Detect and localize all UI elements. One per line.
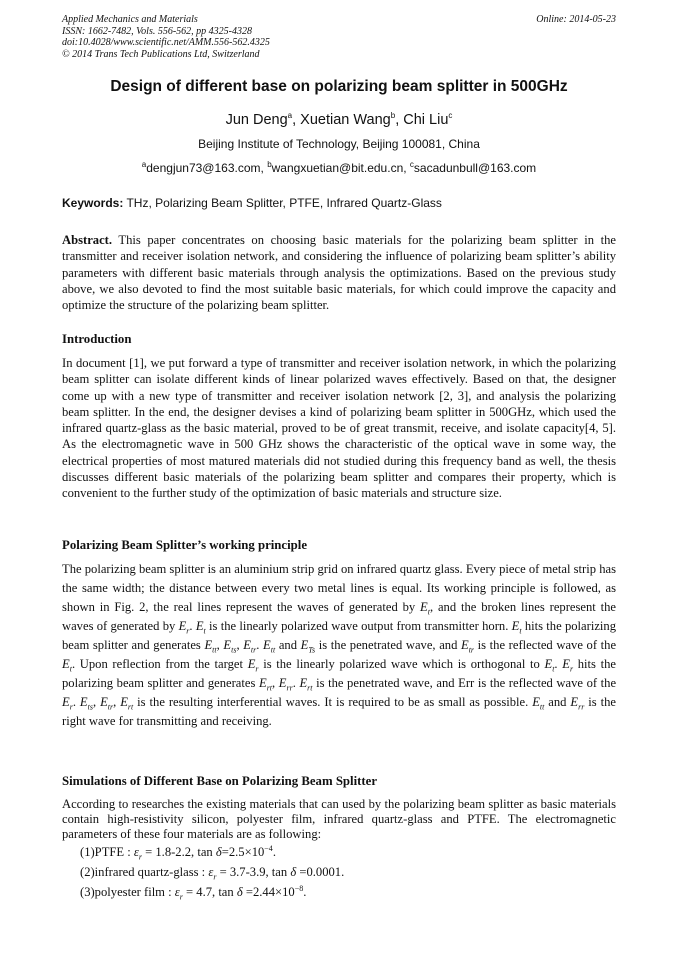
tan-value: =2.5×10 [221,845,265,859]
materials-list [80,842,344,902]
simulations-paragraph: According to researches the existing materials that can used by the polarizing beam splitter as basic materials contain high-resistivity silicon, polyester film, infrared quartz-glass and PTFE. The electromagnetic parameters of these four materials are as following: [62,797,616,841]
sym-letter: E [178,619,187,633]
keywords [62,196,442,210]
text-run: is the penetrated wave, and Err is the reflected wave of the [312,676,617,690]
text-run: , [272,676,279,690]
math-symbol [532,695,545,712]
text-run: is the resulting interferential waves. It is required to be as small as possible. [133,695,533,709]
math-symbol [243,638,257,655]
math-symbol [562,657,574,674]
text-run: and [544,695,571,709]
abstract-label: Abstract. [62,233,113,247]
sym-letter: E [62,695,70,709]
list-end: . [303,885,307,899]
delta-symbol: δ [215,845,222,859]
simulations-heading: Simulations of Different Base on Polarizing Beam Splitter [62,774,378,788]
sym-letter: E [223,638,232,652]
text-run: and [275,638,301,652]
material-name: (1)PTFE : [80,845,134,859]
sym-letter: E [420,600,428,614]
epsilon-symbol [174,885,183,902]
material-name: (3)polyester film : [80,885,175,899]
journal-name: Applied Mechanics and Materials [62,14,198,25]
keywords-text: THz, Polarizing Beam Splitter, PTFE, Infrared Quartz-Glass [123,196,442,210]
sym-sub: r [69,702,73,712]
math-symbol [100,695,114,712]
intro-heading: Introduction [62,332,132,346]
sym-sub: tr [468,645,475,655]
running-header [62,14,616,60]
text-run: The polarizing beam splitter is an aluminium strip grid on infrared quartz glass. Every piece of metal strip has the same width; the distance between every two metal lines is equal. Its working principle is followed, as shown in Fig. 2, the real lines represent the waves of generated by [62,562,616,614]
sym-letter: E [562,657,570,671]
math-symbol [420,600,430,617]
sym-letter: E [511,619,520,633]
math-symbol [178,619,190,636]
author-name: , Xuetian Wang [292,112,391,128]
email-mark: a [141,160,147,169]
sym-sub: Ts [308,645,316,655]
epsilon-value: = 3.7-3.9, tan [216,865,288,879]
text-run: hits the polarizing beam splitter and generates [62,619,616,652]
sym-letter: E [258,676,267,690]
sym-sub: r [569,664,574,674]
math-symbol [223,638,237,655]
intro-paragraph: In document [1], we put forward a type of transmitter and receiver isolation network, in which the polarizing beam splitter can isolate different kinds of linear polarized waves effectively. Based on that, the designer come up with a new type of transmitter and receiver isolation network [2, 3], and analysis the polarizing beam splitter. In the end, the designer devises a kind of polarizing beam splitter in 500GHz, which used the infrared quartz-glass as the basic material, proved to be of great transmit, receive, and isolate capacity[4, 5]. As the electromagnetic wave in 500 GHz shows the characteristic of the optical wave in some way, the electrical properties of most matured materials did not studied during this frequency band as well, the thesis discusses different basic materials of the polarizing beam splitter and compares their property, which is convenient to the further study of the optimization of basic materials and structure size. [62,356,616,501]
email-mark: b [267,160,272,169]
text-run: . [256,638,264,652]
email-list [0,161,678,175]
principle-paragraph [62,560,616,731]
author-mark: a [287,111,293,121]
sym-letter: E [79,695,88,709]
author-mark: b [390,111,396,121]
email-link[interactable]: dengjun73@163.com, [146,161,268,175]
delta-symbol: δ [290,865,297,879]
author-name: Jun Deng [225,112,288,128]
sym-letter: E [544,657,553,671]
math-symbol [247,657,259,674]
math-symbol [62,695,73,712]
sym-sub: t [519,626,522,636]
sym-letter: E [461,638,469,652]
sym-letter: ε [133,845,139,859]
text-run: . [72,695,80,709]
sym-letter: E [570,695,579,709]
math-symbol [263,638,276,655]
sym-sub: tr [250,645,257,655]
abstract-paragraph [62,232,616,313]
sym-sub: tt [212,645,217,655]
delta-symbol: δ [236,885,243,899]
tan-value: =2.44×10 [242,885,295,899]
math-symbol [79,695,93,712]
tan-value: =0.0001. [296,865,345,879]
sym-sub: r [186,626,190,636]
math-symbol [62,657,72,674]
sym-letter: E [278,676,287,690]
sym-letter: E [204,638,213,652]
principle-heading: Polarizing Beam Splitter’s working principle [62,538,308,552]
text-run: . [292,676,300,690]
copyright-line: © 2014 Trans Tech Publications Ltd, Switzerland [62,48,260,60]
text-run: hits the polarizing beam splitter and generates [62,657,617,690]
doi-line[interactable]: doi:10.4028/www.scientific.net/AMM.556-562.4325 [62,37,270,48]
sym-sub: r [138,852,142,862]
affiliation: Beijing Institute of Technology, Beijing 100081, China [198,137,480,151]
exponent: −4 [264,843,273,853]
math-symbol [461,638,475,655]
text-run: is the linearly polarized wave output from transmitter horn. [205,619,512,633]
keywords-label: Keywords: [62,196,124,210]
epsilon-value: = 4.7, tan [182,885,234,899]
sym-letter: E [300,638,309,652]
text-run: , [92,695,101,709]
text-run: . [554,657,563,671]
sym-sub: t [69,664,72,674]
sym-letter: E [100,695,108,709]
list-item [80,842,344,862]
author-list [0,112,678,128]
math-symbol [258,676,273,693]
abstract-text: This paper concentrates on choosing basic materials for the polarizing beam splitter in the transmitter and receiver isolation network, and considering the influence of polarizing beam splitter’s ability parameters with different basic materials through analysis the optimizations. Based on the previous study above, we also devoted to find the most suitable basic materials, for which could improve the capacity and optimize the structure of the polarizing beam splitter. [62,233,616,313]
text-run: . Upon reflection from the target [71,657,248,671]
sym-letter: E [263,638,271,652]
exponent: −8 [294,883,304,893]
sym-sub: tt [270,645,276,655]
text-run: is the reflected wave of the [474,638,617,652]
list-end: . [272,845,276,859]
text-run: . [189,619,196,633]
sym-sub: ts [87,702,93,712]
math-symbol [204,638,217,655]
epsilon-value: = 1.8-2.2, tan [141,845,213,859]
text-run: , [236,638,244,652]
text-run: , and the broken lines represent the waves of generated by [62,600,616,633]
math-symbol [300,638,316,655]
sym-sub: tt [539,702,545,712]
math-symbol [195,619,206,636]
paper-title: Design of different base on polarizing beam splitter in 500GHz [110,78,568,95]
sym-sub: ts [231,645,237,655]
sym-sub: t [552,664,555,674]
sym-letter: ε [208,865,214,879]
sym-sub: rr [286,683,293,693]
sym-sub: r [179,892,183,902]
sym-sub: r [255,664,259,674]
author-name: , Chi Liu [395,112,449,128]
text-run: is the right wave for transmitting and receiving. [62,695,617,728]
online-date: Online: 2014-05-23 [536,14,616,25]
issn-line: ISSN: 1662-7482, Vols. 556-562, pp 4325-4328 [62,25,252,37]
sym-letter: E [62,657,70,671]
sym-sub: t [427,607,430,617]
sym-sub: rt [266,683,273,693]
list-item [80,882,344,902]
email-mark: c [409,160,414,169]
math-symbol [570,695,585,712]
email-link[interactable]: wangxuetian@bit.edu.cn, [271,161,410,175]
sym-sub: rt [307,683,313,693]
text-run: , [216,638,224,652]
sym-letter: E [195,619,204,633]
math-symbol [299,676,313,693]
author-mark: c [448,111,453,121]
sym-letter: E [247,657,256,671]
sym-sub: r [213,872,217,882]
math-symbol [511,619,522,636]
list-item [80,862,344,882]
sym-sub: rr [578,702,585,712]
sym-sub: t [203,626,206,636]
epsilon-symbol [133,845,142,862]
math-symbol [544,657,555,674]
sym-sub: rt [127,702,134,712]
math-symbol [278,676,293,693]
sym-letter: E [243,638,251,652]
sym-letter: E [299,676,308,690]
sym-sub: tr [107,702,114,712]
sym-letter: E [120,695,128,709]
text-run: is the penetrated wave, and [315,638,461,652]
material-name: (2)infrared quartz-glass : [80,865,209,879]
sym-letter: E [532,695,540,709]
math-symbol [120,695,134,712]
text-run: , [113,695,121,709]
text-run: is the linearly polarized wave which is orthogonal to [258,657,545,671]
sym-letter: ε [174,885,180,899]
email-link[interactable]: sacadunbull@163.com [413,161,537,175]
